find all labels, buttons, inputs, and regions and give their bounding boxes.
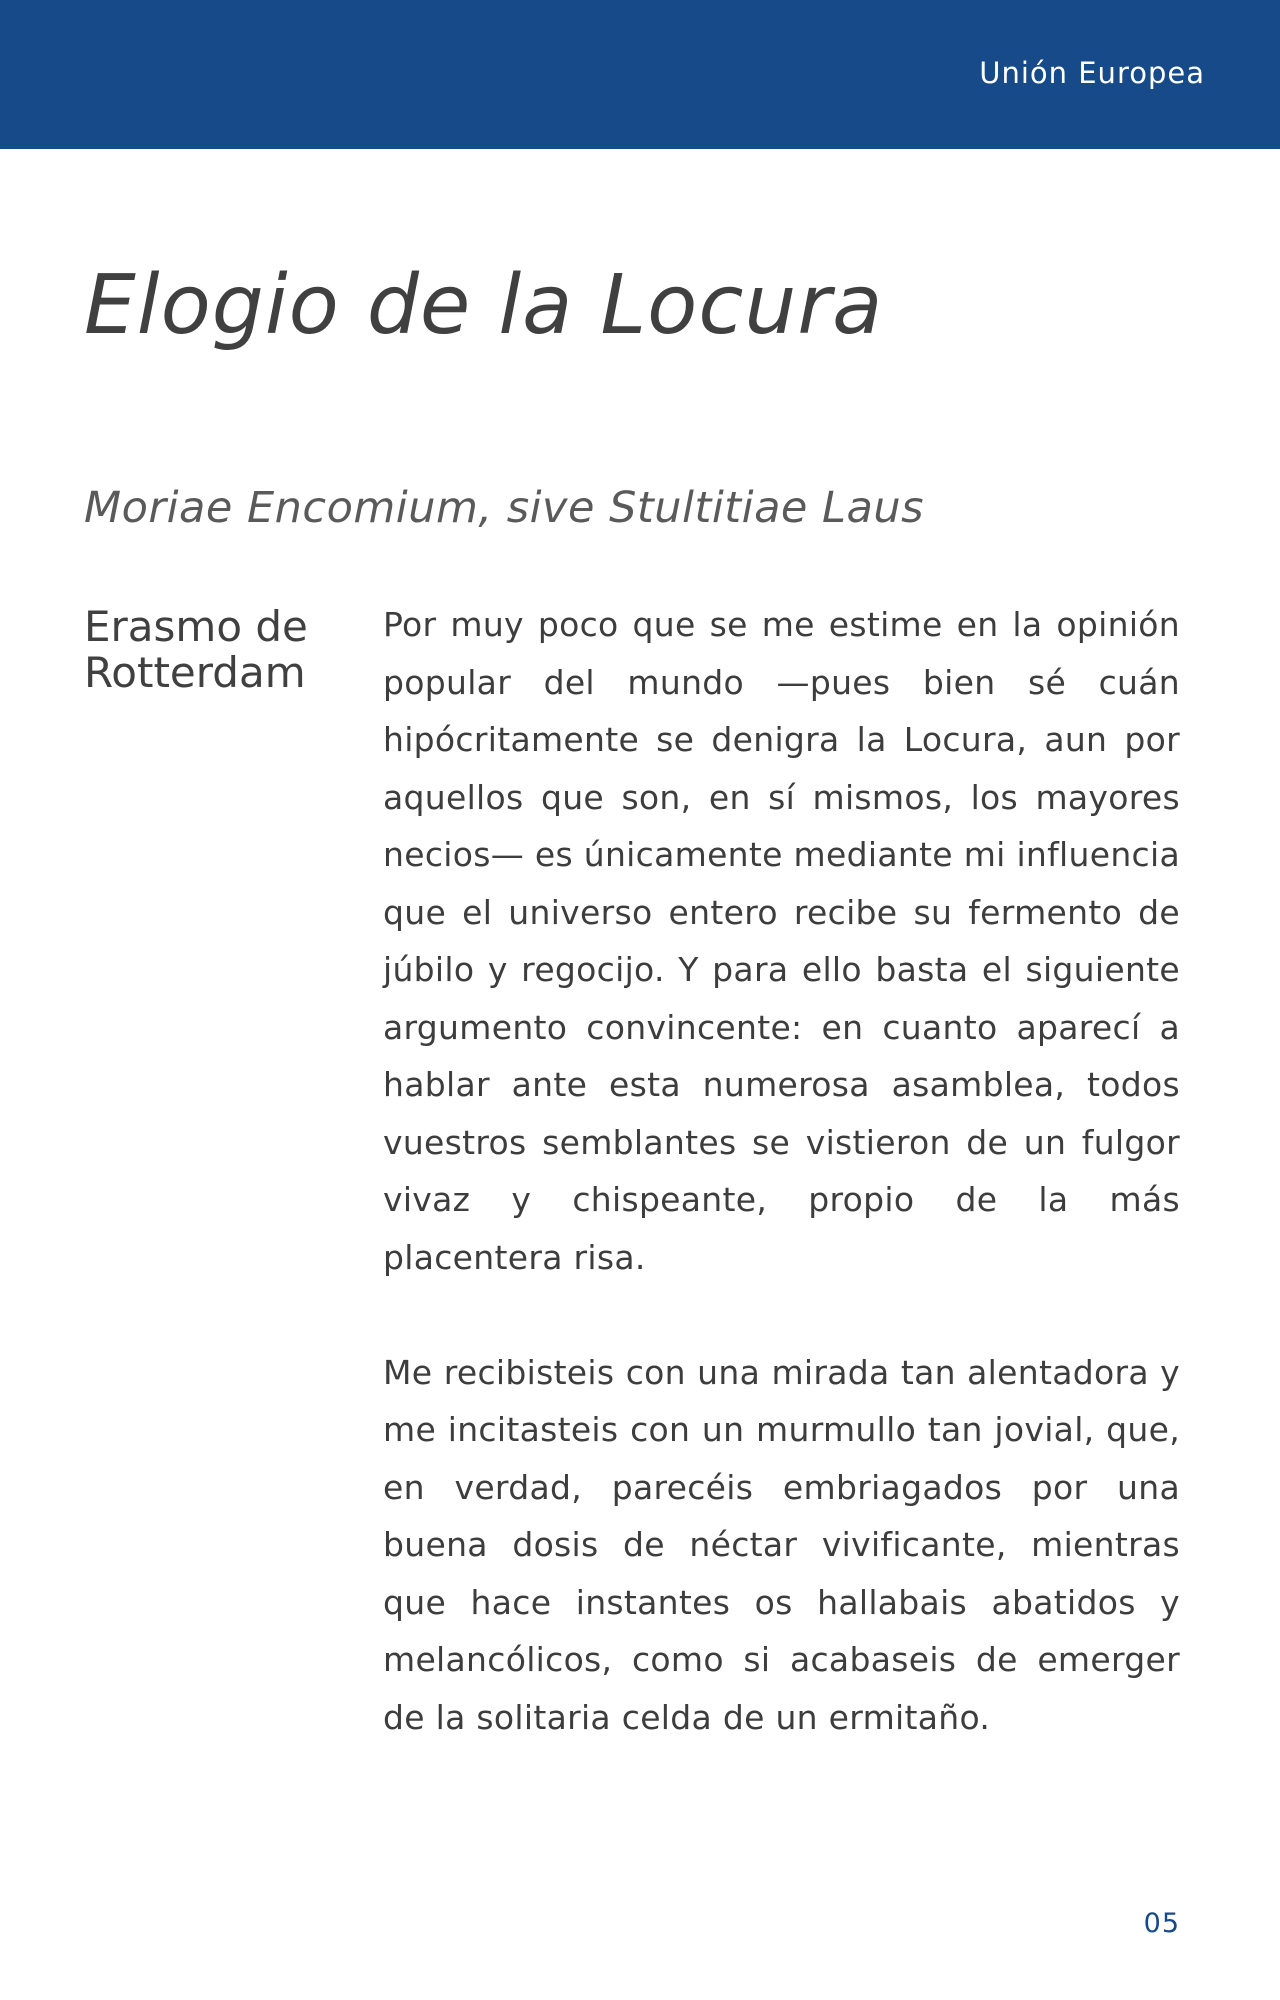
author-name: Erasmo de Rotterdam (84, 602, 308, 697)
header-bar (0, 0, 1280, 149)
paragraph: Por muy poco que se me estime en la opinión popular del mundo —pues bien sé cuán hipócritamente se denigra la Locura, aun por aquellos que son, en sí mismos, los mayores necios— es únicamente mediante mi influencia que el universo entero recibe su fermento de júbilo y regocijo. Y para ello basta el siguiente argumento convincente: en cuanto aparecí a hablar ante esta numerosa asamblea, todos vuestros semblantes se vistieron de un fulgor vivaz y chispeante, propio de la más placentera risa. (383, 605, 1180, 1277)
body-text (383, 596, 1180, 1804)
paragraph: Me recibisteis con una mirada tan alentadora y me incitasteis con un murmullo tan jovial, que, en verdad, parecéis embriagados por una buena dosis de néctar vivificante, mientras que hace instantes os hallabais abatidos y melancólicos, como si acabaseis de emerger de la solitaria celda de un ermitaño. (383, 1352, 1180, 1737)
page-title: Elogio de la Locura (84, 258, 884, 353)
subtitle: Moriae Encomium, sive Stultitiae Laus (84, 483, 925, 533)
page-number: 05 (1143, 1908, 1180, 1939)
header-label: Unión Europea (979, 56, 1205, 90)
